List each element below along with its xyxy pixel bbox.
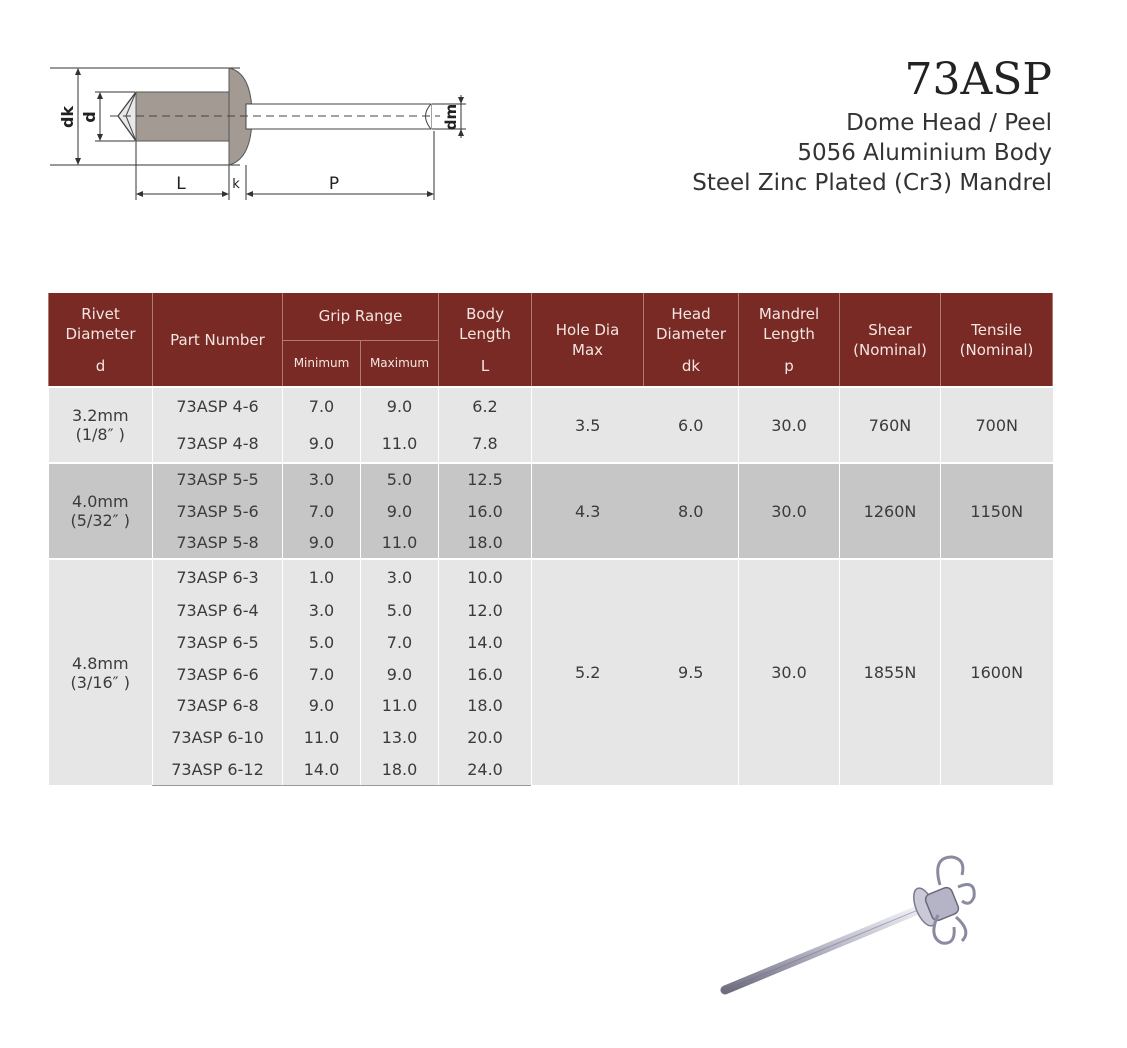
grip-min-cell: 7.0 — [283, 387, 361, 425]
product-desc-line-2: 5056 Aluminium Body — [797, 140, 1052, 166]
part-number-cell: 73ASP 4-8 — [153, 425, 283, 463]
body-length-cell: 16.0 — [439, 495, 532, 527]
rivet-diameter-cell — [49, 463, 153, 559]
grip-min-cell: 7.0 — [283, 658, 361, 690]
grip-min-cell: 3.0 — [283, 595, 361, 627]
mandrel-length-cell: 30.0 — [739, 559, 840, 785]
body-length-cell: 14.0 — [439, 627, 532, 659]
product-code: 73ASP — [904, 54, 1052, 105]
grip-max-cell: 5.0 — [361, 595, 439, 627]
product-desc-line-1: Dome Head / Peel — [846, 110, 1052, 136]
rivet-diameter-cell — [49, 559, 153, 785]
header-minimum: Minimum — [283, 340, 361, 387]
grip-min-cell: 9.0 — [283, 690, 361, 722]
product-title-block — [692, 52, 1052, 198]
spec-table-body — [49, 387, 1053, 785]
part-number-cell: 73ASP 5-8 — [153, 527, 283, 559]
header-mandrel-length: Mandrel Length p — [739, 293, 840, 387]
rivet-diameter-inch: (5/32″ ) — [70, 511, 130, 530]
part-number-cell: 73ASP 6-8 — [153, 690, 283, 722]
header-maximum: Maximum — [361, 340, 439, 387]
body-length-cell: 24.0 — [439, 753, 532, 785]
grip-max-cell: 7.0 — [361, 627, 439, 659]
rivet-diameter-inch: (1/8″ ) — [75, 425, 125, 444]
head-diameter-cell: 6.0 — [644, 387, 739, 463]
table-row — [49, 387, 1053, 425]
part-number-cell: 73ASP 6-5 — [153, 627, 283, 659]
body-length-cell: 12.5 — [439, 463, 532, 495]
rivet-diameter-cell — [49, 387, 153, 463]
grip-max-cell: 11.0 — [361, 690, 439, 722]
grip-max-cell: 13.0 — [361, 722, 439, 754]
part-number-cell: 73ASP 6-10 — [153, 722, 283, 754]
tensile-cell: 1150N — [941, 463, 1053, 559]
tensile-cell: 700N — [941, 387, 1053, 463]
header-shear: Shear (Nominal) — [840, 293, 941, 387]
rivet-diameter-inch: (3/16″ ) — [70, 672, 130, 692]
rivet-dimension-diagram — [40, 55, 480, 215]
grip-min-cell: 9.0 — [283, 527, 361, 559]
header-head-diameter: Head Diameter dk — [644, 293, 739, 387]
label-L: L — [176, 174, 186, 194]
label-d: d — [80, 111, 99, 123]
body-length-cell: 16.0 — [439, 658, 532, 690]
body-length-cell: 12.0 — [439, 595, 532, 627]
part-number-cell: 73ASP 6-3 — [153, 559, 283, 595]
table-row — [49, 559, 1053, 595]
grip-min-cell: 9.0 — [283, 425, 361, 463]
head-diameter-cell: 9.5 — [644, 559, 739, 785]
body-length-cell: 20.0 — [439, 722, 532, 754]
mandrel-length-cell: 30.0 — [739, 387, 840, 463]
label-k: k — [232, 177, 240, 192]
shear-cell: 1855N — [840, 559, 941, 785]
grip-min-cell: 5.0 — [283, 627, 361, 659]
shear-cell: 760N — [840, 387, 941, 463]
grip-min-cell: 1.0 — [283, 559, 361, 595]
product-desc-line-3: Steel Zinc Plated (Cr3) Mandrel — [692, 170, 1052, 196]
shear-cell: 1260N — [840, 463, 941, 559]
grip-min-cell: 7.0 — [283, 495, 361, 527]
grip-min-cell: 14.0 — [283, 753, 361, 785]
part-number-cell: 73ASP 4-6 — [153, 387, 283, 425]
body-length-cell: 10.0 — [439, 559, 532, 595]
grip-max-cell: 18.0 — [361, 753, 439, 785]
grip-min-cell: 3.0 — [283, 463, 361, 495]
label-dk: dk — [58, 105, 77, 129]
header-hole-dia: Hole Dia Max — [532, 293, 644, 387]
table-row — [49, 463, 1053, 495]
hole-dia-cell: 4.3 — [532, 463, 644, 559]
part-number-cell: 73ASP 6-4 — [153, 595, 283, 627]
grip-max-cell: 9.0 — [361, 387, 439, 425]
header-tensile: Tensile (Nominal) — [941, 293, 1053, 387]
rivet-diameter-mm: 3.2mm — [71, 406, 129, 425]
body-length-cell: 7.8 — [439, 425, 532, 463]
part-number-cell: 73ASP 6-6 — [153, 658, 283, 690]
spec-table — [48, 293, 1053, 786]
header-rivet-diameter: Rivet Diameter d — [49, 293, 153, 387]
grip-max-cell: 3.0 — [361, 559, 439, 595]
part-number-cell: 73ASP 5-5 — [153, 463, 283, 495]
header-part-number: Part Number — [153, 293, 283, 387]
header-grip-range: Grip Range — [283, 293, 439, 340]
grip-max-cell: 11.0 — [361, 527, 439, 559]
part-number-cell: 73ASP 5-6 — [153, 495, 283, 527]
rivet-photo — [700, 845, 1000, 1015]
mandrel-length-cell: 30.0 — [739, 463, 840, 559]
rivet-diameter-mm: 4.8mm — [71, 653, 129, 673]
grip-max-cell: 11.0 — [361, 425, 439, 463]
body-length-cell: 6.2 — [439, 387, 532, 425]
hole-dia-cell: 3.5 — [532, 387, 644, 463]
label-dm: dm — [442, 103, 460, 131]
hole-dia-cell: 5.2 — [532, 559, 644, 785]
tensile-cell: 1600N — [941, 559, 1053, 785]
header-body-length: Body Length L — [439, 293, 532, 387]
body-length-cell: 18.0 — [439, 527, 532, 559]
grip-max-cell: 9.0 — [361, 495, 439, 527]
grip-max-cell: 9.0 — [361, 658, 439, 690]
body-length-cell: 18.0 — [439, 690, 532, 722]
rivet-diameter-mm: 4.0mm — [71, 492, 129, 511]
head-diameter-cell: 8.0 — [644, 463, 739, 559]
grip-max-cell: 5.0 — [361, 463, 439, 495]
part-number-cell: 73ASP 6-12 — [153, 753, 283, 785]
grip-min-cell: 11.0 — [283, 722, 361, 754]
label-P: P — [328, 174, 340, 194]
